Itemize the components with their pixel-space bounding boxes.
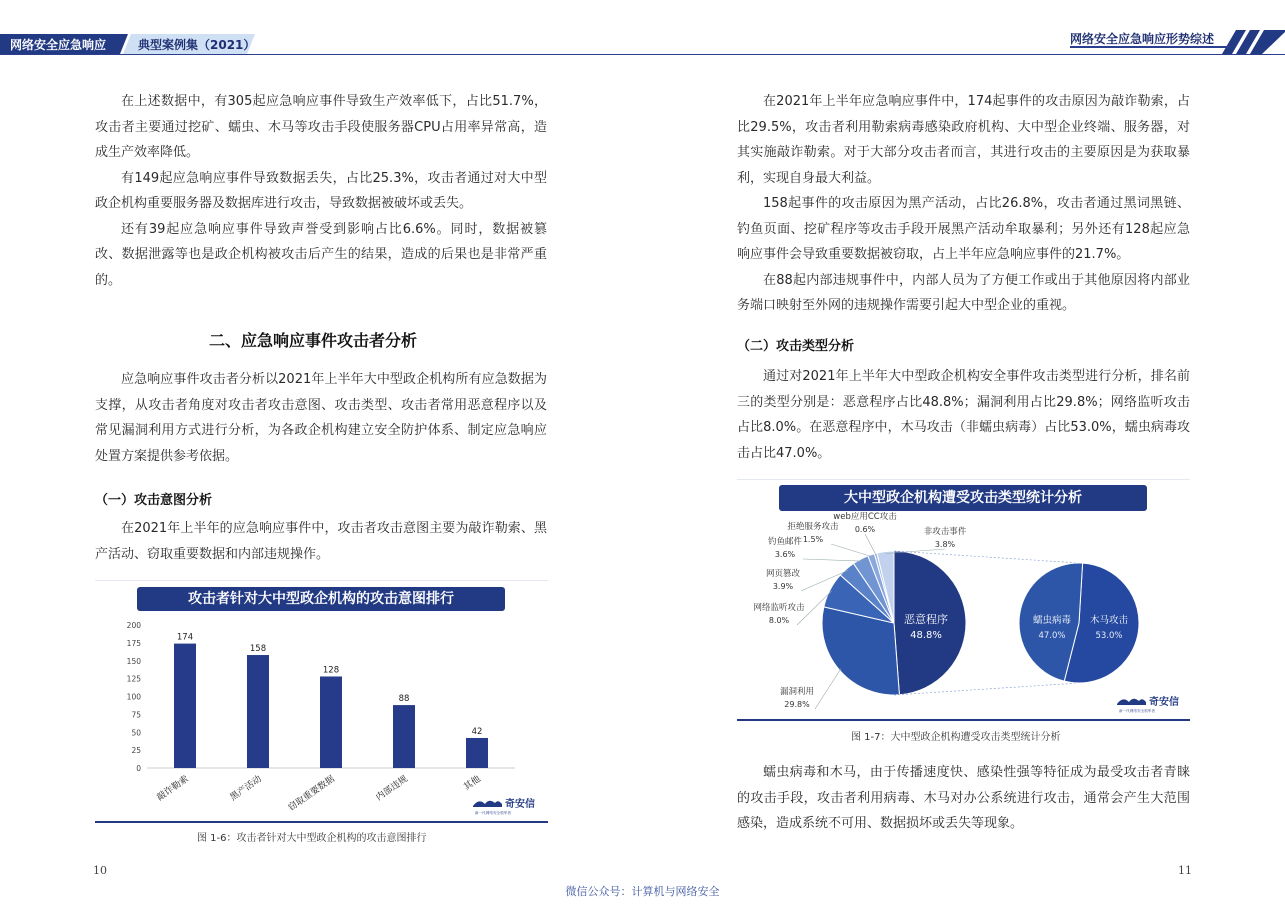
pie-chart-bottom-rule — [737, 719, 1190, 721]
bar-1 — [247, 655, 269, 768]
pie-outside-value: 3.6% — [774, 550, 796, 559]
left-subsection-paragraph-block — [95, 516, 547, 567]
bar-ytick-label: 75 — [131, 710, 141, 720]
left-section-paragraph-block — [95, 367, 547, 469]
brand-logo-mark — [1117, 699, 1146, 705]
pie-outside-value: 0.6% — [854, 525, 876, 534]
bar-chart-frame — [95, 580, 548, 581]
footer-label: 微信公众号： — [565, 885, 632, 898]
pie-outside-label: 拒绝服务攻击 — [787, 522, 839, 532]
right-paragraph-3: 在88起内部违规事件中，内部人员为了方便工作或出于其他原因将内部业务端口映射至外网的违规操作需要引起大中型企业的重视。 — [737, 272, 1190, 313]
pie-chart-brand-logo — [1117, 695, 1179, 713]
brand-tagline: 新一代网络安全领军者 — [1119, 709, 1155, 713]
sub-pie-label: 蠕虫病毒 — [1032, 615, 1072, 626]
sub-pie-label: 木马攻击 — [1089, 615, 1129, 626]
bar-4 — [466, 738, 488, 768]
bar-category-label: 其他 — [462, 774, 483, 793]
sub-pie-value: 47.0% — [1038, 631, 1066, 641]
bar-3 — [393, 705, 415, 768]
left-paragraph-2: 有149起应急响应事件导致数据丢失，占比25.3%，攻击者通过对大中型政企机构重要服务器及数据库进行攻击，导致数据被破坏或丢失。 — [95, 170, 547, 211]
pie-leader-line — [831, 544, 872, 557]
footer-wechat — [0, 883, 1285, 899]
section-title: 二、应急响应事件攻击者分析 — [209, 331, 418, 350]
pie-leader-line — [803, 559, 861, 561]
bar-category-label: 敲诈勒索 — [155, 774, 191, 804]
header-rule — [0, 54, 1285, 55]
pie-outside-label: 网页篡改 — [765, 569, 801, 579]
pie-outside-label: web应用CC攻击 — [833, 512, 897, 522]
right-subsection-paragraph: 通过对2021年上半年大中型政企机构安全事件攻击类型进行分析，排名前三的类型分别是：恶意程序占比48.8%；漏洞利用占比29.8%；网络监听攻击占比8.0%。在恶意程序中，木马攻击（非蠕虫病毒）占比53.0%，蠕虫病毒攻击占比47.0%。 — [737, 369, 1190, 461]
bar-ytick-label: 125 — [126, 674, 141, 684]
header-right-title: 网络安全应急响应形势综述 — [1070, 32, 1215, 46]
pie-chart — [737, 512, 1190, 718]
bar-ytick-label: 100 — [126, 692, 141, 702]
left-paragraph-1: 在上述数据中，有305起应急响应事件导致生产效率低下，占比51.7%，攻击者主要通过挖矿、蠕虫、木马等攻击手段使服务器CPU占用率异常高，造成生产效率降低。 — [95, 94, 547, 160]
bar-chart-brand-logo — [473, 797, 535, 815]
right-paragraph-1: 在2021年上半年应急响应事件中，174起事件的攻击原因为敲诈勒索，占比29.5%，攻击者利用勒索病毒感染政府机构、大中型企业终端、服务器，对其实施敲诈勒索。对于大部分攻击者而言，其进行攻击的主要原因是为获取暴利，实现自身最大利益。 — [737, 94, 1190, 186]
header-right-stripes — [1222, 30, 1285, 54]
right-intro-paragraphs — [737, 89, 1190, 319]
brand-name: 奇安信 — [1149, 697, 1179, 708]
subsection-title-type: （二）攻击类型分析 — [737, 339, 855, 354]
pie-leader-line — [865, 534, 876, 555]
left-section-paragraph: 应急响应事件攻击者分析以2021年上半年大中型政企机构所有应急数据为支撑，从攻击者角度对攻击者攻击意图、攻击类型、攻击者常用恶意程序以及常见漏洞利用方式进行分析，为各政企机构建立安全防护体系、制定应急响应处置方案提供参考依据。 — [95, 372, 547, 464]
sub-pie-value: 53.0% — [1095, 631, 1123, 641]
bar-category-label: 黑产活动 — [228, 774, 264, 804]
right-subsection-paragraph-block — [737, 364, 1190, 466]
bar-ytick-label: 150 — [126, 656, 141, 666]
brand-logo-mark — [473, 801, 502, 807]
brand-tagline: 新一代网络安全领军者 — [475, 811, 511, 815]
pie-slice-label: 恶意程序 — [904, 613, 948, 626]
bar-category-label: 内部违规 — [374, 774, 410, 804]
left-paragraph-3: 还有39起应急响应事件导致声誉受到影响占比6.6%。同时，数据被篡改、数据泄露等也是政企机构被攻击后产生的结果，造成的后果也是非常严重的。 — [95, 221, 547, 288]
pie-chart-title: 大中型政企机构遭受攻击类型统计分析 — [779, 485, 1147, 511]
header-left-subtitle: 典型案例集（2021） — [138, 38, 255, 52]
brand-name: 奇安信 — [505, 799, 535, 810]
bar-value-label: 174 — [176, 632, 194, 643]
pie-outside-label: 网络监听攻击 — [753, 603, 805, 613]
pie-outside-label: 钓鱼邮件 — [767, 537, 803, 547]
left-intro-paragraphs — [95, 89, 547, 293]
pie-slice-value: 48.8% — [910, 630, 942, 641]
pie-outside-value: 3.9% — [772, 582, 794, 591]
header-left-title: 网络安全应急响应 — [10, 38, 107, 52]
pie-outside-value: 29.8% — [784, 700, 810, 709]
pie-outside-value: 3.8% — [934, 540, 956, 549]
bar-value-label: 88 — [398, 694, 410, 705]
pie-outside-value: 1.5% — [802, 535, 824, 544]
left-page-number: 10 — [93, 864, 107, 877]
bar-ytick-label: 175 — [126, 638, 141, 648]
header-right-underline — [1070, 46, 1230, 48]
pie-chart-frame-top — [737, 479, 1190, 480]
bar-value-label: 158 — [249, 644, 267, 655]
right-closing-paragraph-block — [737, 760, 1190, 837]
bar-chart — [95, 615, 548, 820]
bar-chart-title: 攻击者针对大中型政企机构的攻击意图排行 — [137, 587, 505, 611]
right-paragraph-2: 158起事件的攻击原因为黑产活动，占比26.8%，攻击者通过黑词黑链、钓鱼页面、挖矿程序等攻击手段开展黑产活动牟取暴利；另外还有128起应急响应事件会导致重要数据被窃取，占上半年应急响应事件的21.7%。 — [737, 196, 1190, 262]
bar-ytick-label: 200 — [126, 621, 141, 630]
bar-2 — [320, 676, 342, 768]
bar-chart-caption: 图 1-6：攻击者针对大中型政企机构的攻击意图排行 — [197, 833, 427, 844]
right-page-number: 11 — [1178, 864, 1192, 877]
pie-outside-value: 8.0% — [768, 616, 790, 625]
pie-chart-caption: 图 1-7：大中型政企机构遭受攻击类型统计分析 — [851, 732, 1061, 743]
pie-outside-label: 漏洞利用 — [779, 687, 815, 697]
footer-account-name: 计算机与网络安全 — [631, 885, 720, 898]
bar-chart-bottom-rule — [95, 821, 548, 823]
header-left-tab — [0, 34, 255, 54]
bar-ytick-label: 25 — [131, 746, 141, 756]
bar-ytick-label: 50 — [131, 728, 141, 738]
bar-ytick-label: 0 — [136, 764, 141, 773]
bar-value-label: 42 — [471, 726, 483, 737]
bar-category-label: 窃取重要数据 — [286, 774, 337, 814]
subsection-title-intent: （一）攻击意图分析 — [95, 493, 213, 508]
right-closing-paragraph: 蠕虫病毒和木马，由于传播速度快、感染性强等特征成为最受攻击者青睐的攻击手段，攻击者利用病毒、木马对办公系统进行攻击，通常会产生大范围感染，造成系统不可用、数据损坏或丢失等现象。 — [737, 765, 1190, 831]
bar-value-label: 128 — [322, 665, 340, 676]
bar-0 — [174, 644, 196, 768]
pie-outside-label: 非攻击事件 — [923, 527, 967, 537]
pie-leader-line — [815, 669, 841, 709]
left-subsection-paragraph: 在2021年上半年的应急响应事件中，攻击者攻击意图主要为敲诈勒索、黑产活动、窃取重要数据和内部违规操作。 — [95, 521, 547, 562]
